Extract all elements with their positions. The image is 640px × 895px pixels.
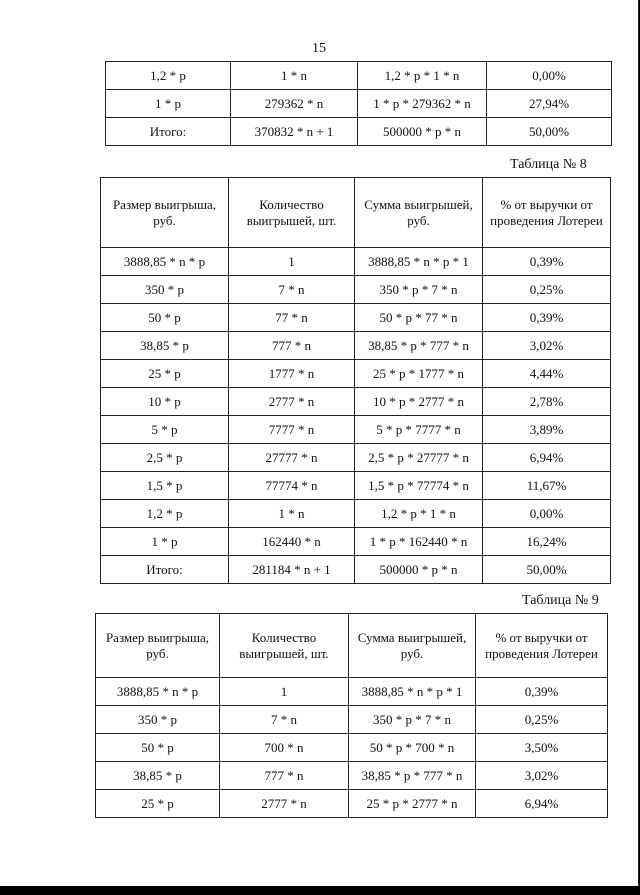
table-cell: 16,24% — [483, 528, 611, 556]
table-cell: 0,00% — [487, 62, 612, 90]
table-cell: 1 * p * 279362 * n — [358, 90, 487, 118]
table-cell: 2777 * n — [220, 790, 349, 818]
table-cell: 350 * p — [101, 276, 229, 304]
table-cell: 11,67% — [483, 472, 611, 500]
table-cell: Итого: — [106, 118, 231, 146]
table-cell: 1777 * n — [229, 360, 355, 388]
table-row — [96, 678, 608, 706]
table-cell: 2777 * n — [229, 388, 355, 416]
table-cell: 370832 * n + 1 — [231, 118, 358, 146]
table-row — [96, 734, 608, 762]
table-cell: 350 * p — [96, 706, 220, 734]
table-cell: 50 * p * 700 * n — [349, 734, 476, 762]
table-cell: 500000 * p * n — [358, 118, 487, 146]
table-row — [96, 762, 608, 790]
table-cell: 0,39% — [476, 678, 608, 706]
table-row — [101, 444, 611, 472]
table-cell: 38,85 * p * 777 * n — [355, 332, 483, 360]
table-cell: 10 * p — [101, 388, 229, 416]
table-cell: 281184 * n + 1 — [229, 556, 355, 584]
table-cell: 6,94% — [483, 444, 611, 472]
table-cell: 50 * p * 77 * n — [355, 304, 483, 332]
table-cell: 0,25% — [476, 706, 608, 734]
table-cell: 700 * n — [220, 734, 349, 762]
table-cell: 25 * p — [96, 790, 220, 818]
column-header: Количество выигрышей, шт. — [220, 614, 349, 678]
column-header: Сумма выигрышей, руб. — [355, 178, 483, 248]
table-cell: 1 * p * 162440 * n — [355, 528, 483, 556]
table-cell: 3,89% — [483, 416, 611, 444]
table-cell: 4,44% — [483, 360, 611, 388]
table-cell: 162440 * n — [229, 528, 355, 556]
table-cell: 0,39% — [483, 248, 611, 276]
table-cell: 50,00% — [483, 556, 611, 584]
table-cell: 3888,85 * n * p * 1 — [349, 678, 476, 706]
table-cell: 50 * p — [101, 304, 229, 332]
column-header: % от выручки от проведения Лотереи — [476, 614, 608, 678]
table-cell: 0,00% — [483, 500, 611, 528]
table-row — [101, 528, 611, 556]
table-cell: 77 * n — [229, 304, 355, 332]
table-row — [101, 248, 611, 276]
table-cell: 3888,85 * n * p * 1 — [355, 248, 483, 276]
table-cell: 25 * p — [101, 360, 229, 388]
table-cell: 1,5 * p — [101, 472, 229, 500]
table-cell: 2,78% — [483, 388, 611, 416]
table-cell: 50,00% — [487, 118, 612, 146]
column-header: Количество выигрышей, шт. — [229, 178, 355, 248]
table-cell: 77774 * n — [229, 472, 355, 500]
table-cell: 1,2 * p — [106, 62, 231, 90]
table-cell: 5 * p * 7777 * n — [355, 416, 483, 444]
table-row — [106, 90, 612, 118]
table-cell: 3,02% — [483, 332, 611, 360]
table-row — [101, 500, 611, 528]
table-cell: 1 — [229, 248, 355, 276]
prize-table-9 — [95, 613, 608, 818]
column-header: Размер выигрыша, руб. — [96, 614, 220, 678]
table-cell: 1 * p — [101, 528, 229, 556]
table-cell: 279362 * n — [231, 90, 358, 118]
table-cell: 7 * n — [229, 276, 355, 304]
table-cell: 25 * p * 2777 * n — [349, 790, 476, 818]
table-cell: 1 — [220, 678, 349, 706]
table-9-caption: Таблица № 9 — [522, 593, 599, 608]
table-cell: 1,2 * p * 1 * n — [358, 62, 487, 90]
column-header: % от выручки от проведения Лотереи — [483, 178, 611, 248]
table-cell: 7777 * n — [229, 416, 355, 444]
table-row — [101, 388, 611, 416]
prize-table-8 — [100, 177, 611, 584]
table-cell: 350 * p * 7 * n — [349, 706, 476, 734]
table-cell: 27777 * n — [229, 444, 355, 472]
table-row — [101, 304, 611, 332]
table-row — [101, 416, 611, 444]
table-cell: 1,2 * p — [101, 500, 229, 528]
table-cell: 38,85 * p * 777 * n — [349, 762, 476, 790]
prize-table-continued — [105, 61, 612, 146]
table-row — [101, 332, 611, 360]
table-cell: 500000 * p * n — [355, 556, 483, 584]
table-cell: 3,02% — [476, 762, 608, 790]
page-number: 15 — [312, 41, 326, 56]
table-cell: 2,5 * p — [101, 444, 229, 472]
table-cell: 1 * n — [231, 62, 358, 90]
table-cell: 38,85 * p — [96, 762, 220, 790]
table-cell: 3888,85 * n * p — [101, 248, 229, 276]
column-header: Сумма выигрышей, руб. — [349, 614, 476, 678]
table-cell: 5 * p — [101, 416, 229, 444]
table-cell: 25 * p * 1777 * n — [355, 360, 483, 388]
table-cell: 1,2 * p * 1 * n — [355, 500, 483, 528]
total-row — [101, 556, 611, 584]
table-cell: 0,25% — [483, 276, 611, 304]
table-cell: 3888,85 * n * p — [96, 678, 220, 706]
table-row — [101, 276, 611, 304]
column-header: Размер выигрыша, руб. — [101, 178, 229, 248]
table-cell: Итого: — [101, 556, 229, 584]
table-cell: 38,85 * p — [101, 332, 229, 360]
table-cell: 1 * p — [106, 90, 231, 118]
table-cell: 350 * p * 7 * n — [355, 276, 483, 304]
table-cell: 777 * n — [229, 332, 355, 360]
table-row — [96, 790, 608, 818]
table-row — [96, 706, 608, 734]
total-row — [106, 118, 612, 146]
table-cell: 10 * p * 2777 * n — [355, 388, 483, 416]
table-cell: 1 * n — [229, 500, 355, 528]
table-cell: 6,94% — [476, 790, 608, 818]
table-cell: 3,50% — [476, 734, 608, 762]
table-cell: 777 * n — [220, 762, 349, 790]
table-row — [101, 360, 611, 388]
table-row — [106, 62, 612, 90]
table-cell: 27,94% — [487, 90, 612, 118]
table-8-caption: Таблица № 8 — [510, 157, 587, 172]
table-cell: 1,5 * p * 77774 * n — [355, 472, 483, 500]
table-row — [101, 472, 611, 500]
table-cell: 50 * p — [96, 734, 220, 762]
table-cell: 0,39% — [483, 304, 611, 332]
table-cell: 2,5 * p * 27777 * n — [355, 444, 483, 472]
table-cell: 7 * n — [220, 706, 349, 734]
